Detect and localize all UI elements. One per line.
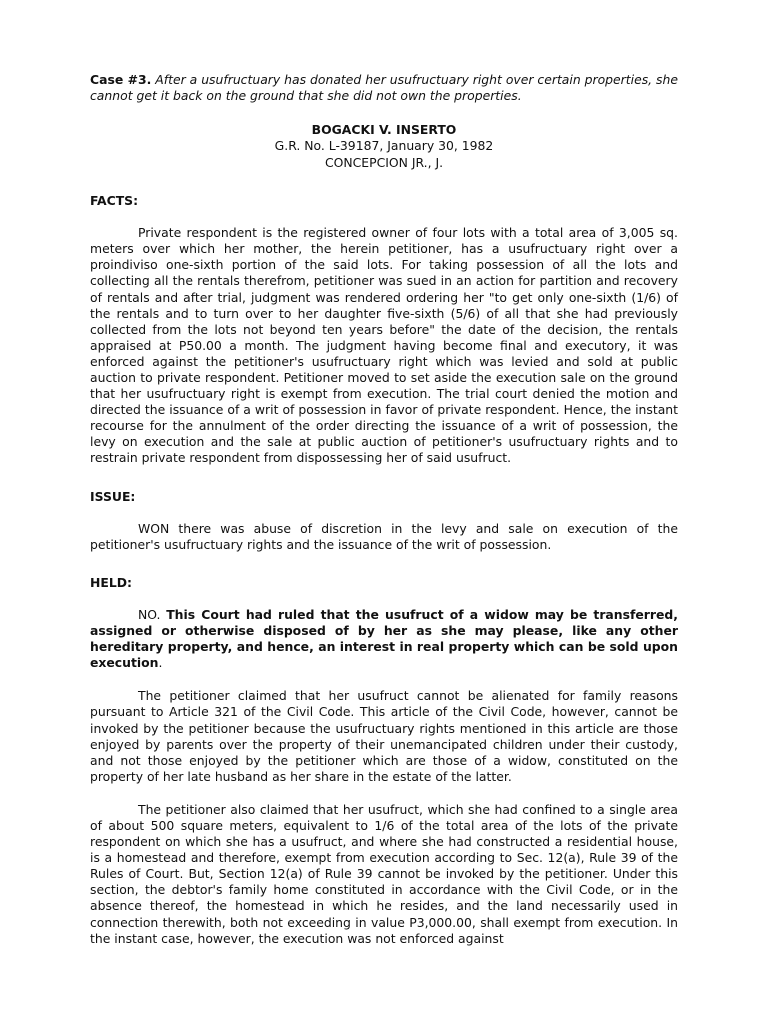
held-answer: NO. [138, 606, 161, 622]
facts-paragraph: Private respondent is the registered owner of four lots with a total area of 3,005 sq. meters over which her mother, the herein petitioner, has a usufructuary right over a proindiviso one-sixth portion of the said lots. For taking possession of all the lots and collecting all the rentals therefrom, petitioner was sued in an action for partition and recovery of rentals and after trial, judgment was rendered ordering her "to get only one-sixth (1/6) of the rentals and to turn over to her daughter five-sixth (5/6) of all that she had previously collected from the lots not beyond ten years before" the date of the decision, the rentals appraised at P50.00 a month. The judgment having become final and executory, it was enforced against the petitioner's usufructuary right which was levied and sold at public auction to private respondent. Petitioner moved to set aside the execution sale on the ground that her usufructuary right is exempt from execution. The trial court denied the motion and directed the issuance of a writ of possession in favor of private respondent. Hence, the instant recourse for the annulment of the order directing the issuance of a writ of possession, the levy on execution and the sale at public auction of petitioner's usufructuary rights and to restrain private respondent from dispossessing her of said usufruct. [90, 225, 678, 466]
case-citation: G.R. No. L-39187, January 30, 1982 [274, 138, 494, 154]
held-paragraph-article-321: The petitioner claimed that her usufruct cannot be alienated for family reasons pursuant to Article 321 of the Civil Code. This article of the Civil Code, however, cannot be invoked by the petitioner because the usufructuary rights mentioned in this article are those enjoyed by parents over the property of their unemancipated children under their custody, and not those enjoyed by the petitioner which are those of a widow, constituted on the property of her late husband as her share in the estate of the latter. [90, 688, 678, 784]
held-ruling-period: . [158, 655, 163, 671]
issue-heading: ISSUE: [90, 488, 136, 504]
held-ruling-bold: This Court had ruled that the usufruct of a widow may be transferred, assigned or otherwise disposed of by her as she may please, like any other hereditary property, and hence, an interest in real property which can be sold upon execution [90, 606, 678, 671]
case-name: BOGACKI V. INSERTO [311, 122, 457, 138]
held-heading: HELD: [90, 574, 132, 590]
case-number-period: . [146, 72, 152, 87]
issue-paragraph: WON there was abuse of discretion in the levy and sale on execution of the petitioner's usufructuary rights and the issuance of the writ of possession. [90, 520, 678, 552]
held-paragraph-homestead: The petitioner also claimed that her usufruct, which she had confined to a single area of about 500 square meters, equivalent to 1/6 of the total area of the lots of the private respondent on which she has a usufruct, and where she had constructed a residential house, is a homestead and therefore, exempt from execution according to Sec. 12(a), Rule 39 of the Rules of Court. But, Section 12(a) of Rule 39 cannot be invoked by the petitioner. Under this section, the debtor's family home constituted in accordance with the Civil Code, or in the absence thereof, the homestead in which he resides, and the land necessarily used in connection therewith, both not exceeding in value P3,000.00, shall exempt from execution. In the instant case, however, the execution was not enforced against [90, 801, 678, 946]
case-ponente: CONCEPCION JR., J. [324, 154, 444, 170]
document-content [90, 72, 678, 947]
case-number-label: Case #3 [90, 72, 147, 87]
case-summary [90, 72, 678, 104]
facts-heading: FACTS: [90, 193, 139, 209]
case-title-block [90, 122, 678, 171]
held-ruling-paragraph [90, 607, 678, 671]
case-summary-text: After a usufructuary has donated her usufructuary right over certain properties, she cannot get it back on the ground that she did not own the properties. [90, 72, 678, 104]
